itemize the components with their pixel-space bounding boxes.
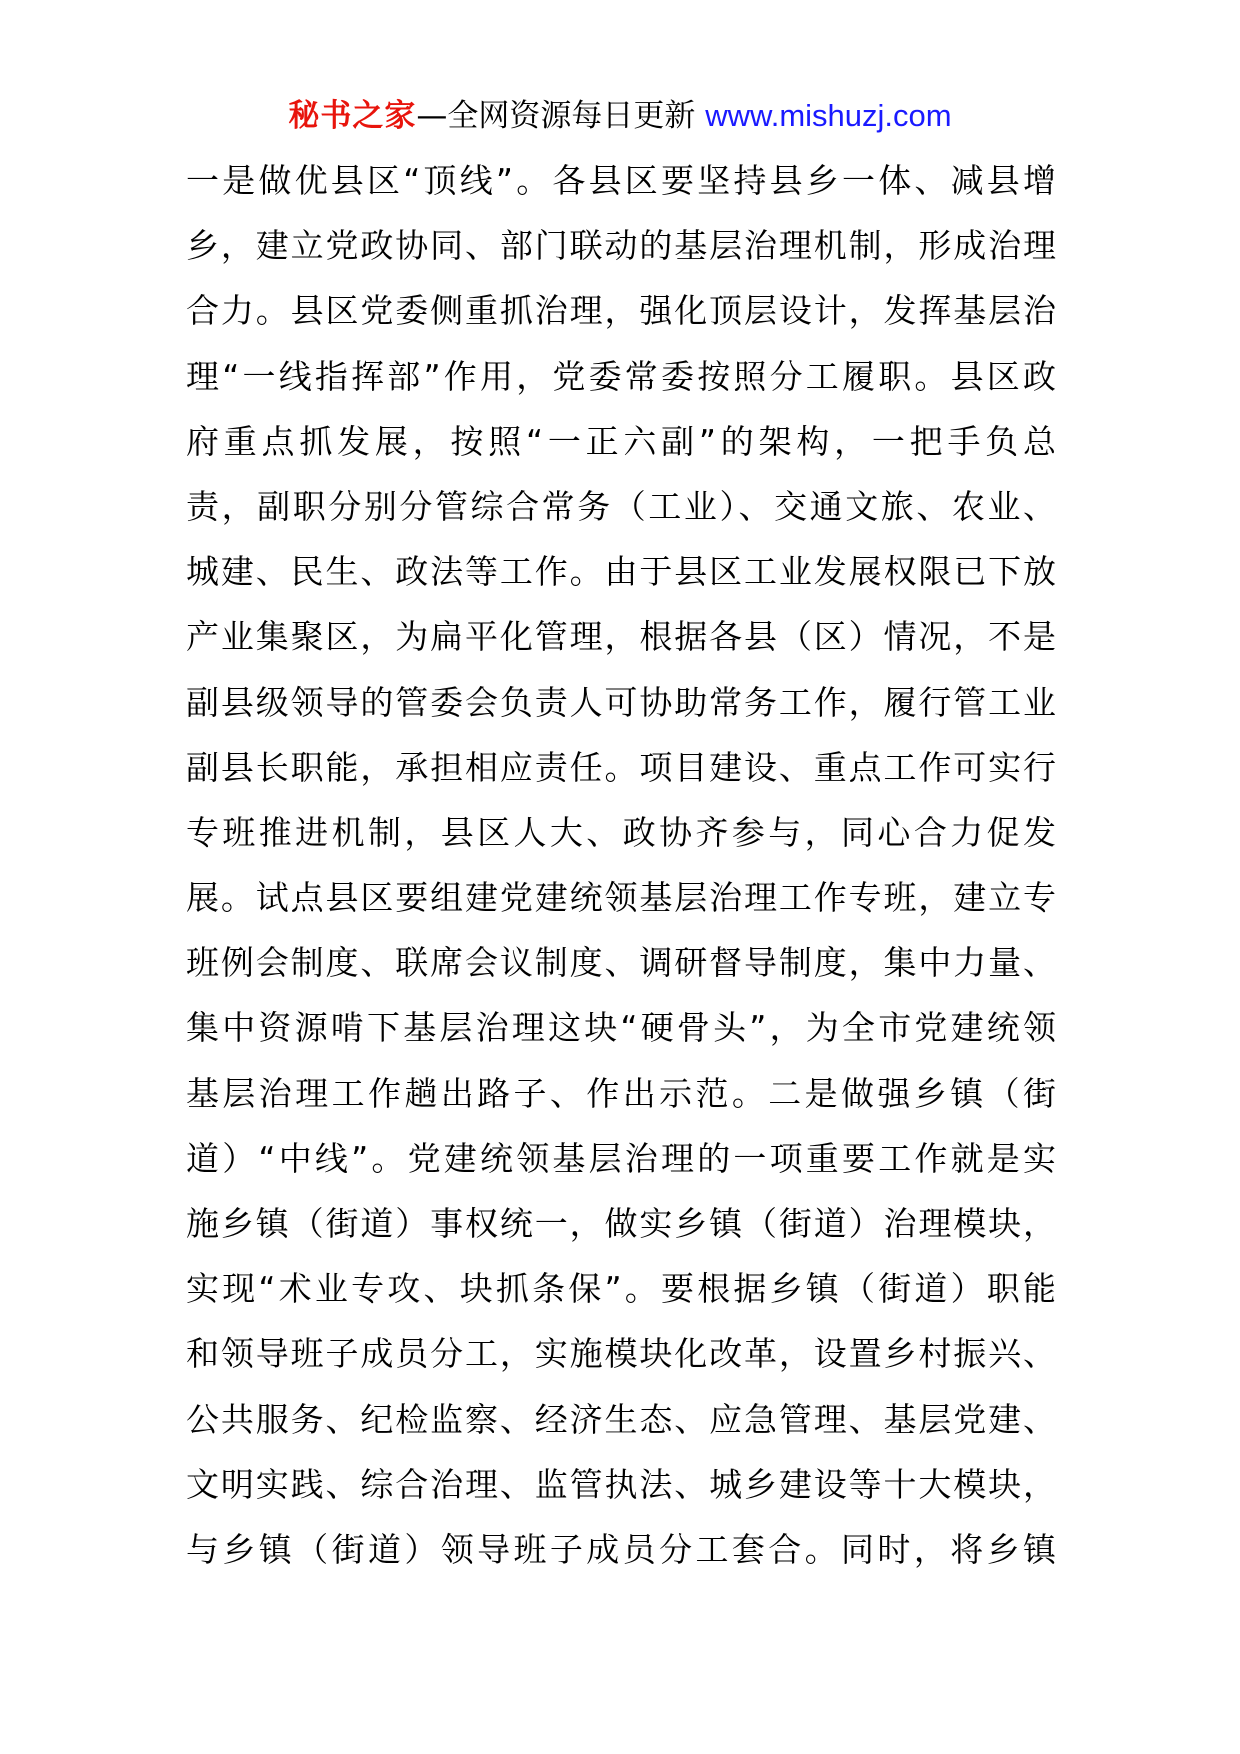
text-line: 理“一线指挥部”作用，党委常委按照分工履职。县区政 (186, 356, 1056, 396)
text-line: 专班推进机制，县区人大、政协齐参与，同心合力促发 (186, 812, 1056, 852)
header-tagline: —全网资源每日更新 (416, 98, 706, 134)
text-line: 文明实践、综合治理、监管执法、城乡建设等十大模块， (186, 1464, 1056, 1504)
page-header (0, 96, 1240, 136)
text-line: 公共服务、纪检监察、经济生态、应急管理、基层党建、 (186, 1399, 1056, 1439)
text-line: 合力。县区党委侧重抓治理，强化顶层设计，发挥基层治 (186, 291, 1056, 331)
text-line: 产业集聚区，为扁平化管理，根据各县（区）情况，不是 (186, 617, 1056, 657)
text-line: 与乡镇（街道）领导班子成员分工套合。同时，将乡镇 (186, 1529, 1056, 1569)
text-line: 展。试点县区要组建党建统领基层治理工作专班，建立专 (186, 878, 1056, 918)
text-line: 城建、民生、政法等工作。由于县区工业发展权限已下放 (186, 552, 1056, 592)
text-line: 乡，建立党政协同、部门联动的基层治理机制，形成治理 (186, 226, 1056, 266)
text-line: 副县长职能，承担相应责任。项目建设、重点工作可实行 (186, 747, 1056, 787)
text-line: 责，副职分别分管综合常务（工业）、交通文旅、农业、 (186, 486, 1056, 526)
text-line: 集中资源啃下基层治理这块“硬骨头”，为全市党建统领 (186, 1008, 1056, 1048)
text-line: 和领导班子成员分工，实施模块化改革，设置乡村振兴、 (186, 1334, 1056, 1374)
text-line: 副县级领导的管委会负责人可协助常务工作，履行管工业 (186, 682, 1056, 722)
text-line: 府重点抓发展，按照“一正六副”的架构，一把手负总 (186, 421, 1056, 461)
text-line: 施乡镇（街道）事权统一，做实乡镇（街道）治理模块， (186, 1204, 1056, 1243)
text-line: 实现“术业专攻、块抓条保”。要根据乡镇（街道）职能 (186, 1269, 1056, 1309)
brand-name: 秘书之家 (288, 98, 417, 134)
text-line: 基层治理工作趟出路子、作出示范。二是做强乡镇（街 (186, 1073, 1056, 1113)
text-line: 一是做优县区“顶线”。各县区要坚持县乡一体、减县增 (186, 161, 1056, 200)
site-url: www.mishuzj.com (705, 98, 952, 133)
text-line: 道）“中线”。党建统领基层治理的一项重要工作就是实 (186, 1138, 1056, 1178)
text-line: 班例会制度、联席会议制度、调研督导制度，集中力量、 (186, 943, 1056, 983)
document-body (186, 148, 1056, 1582)
